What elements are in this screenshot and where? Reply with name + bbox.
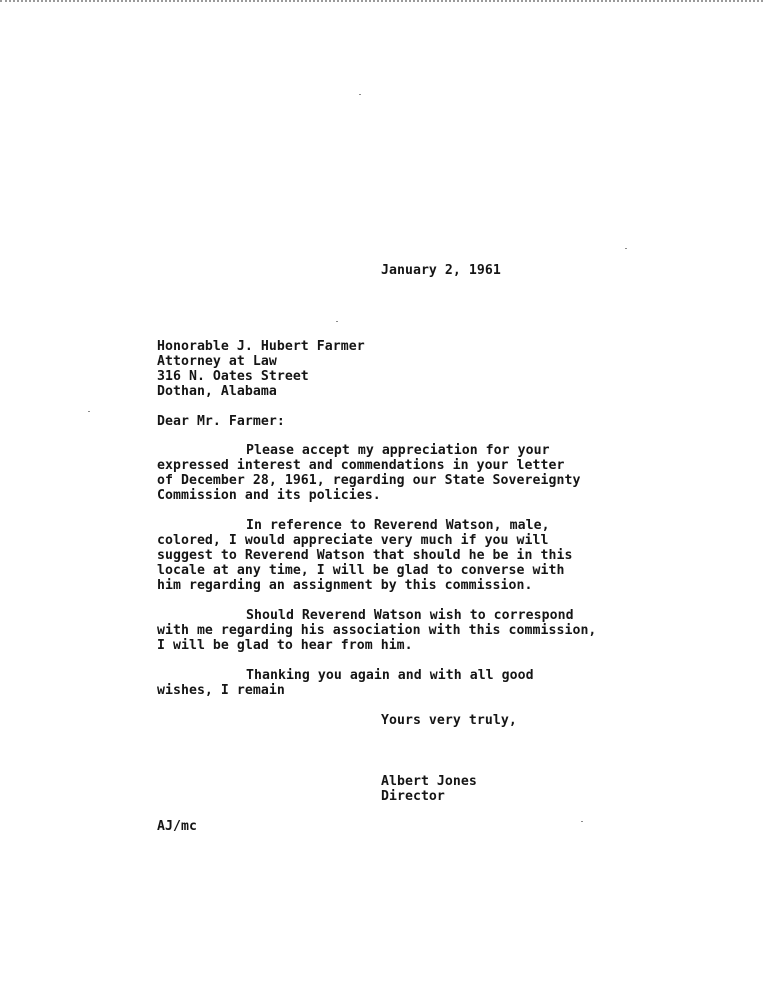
paragraph-line: locale at any time, I will be glad to converse with	[157, 563, 565, 578]
paragraph-line: In reference to Reverend Watson, male,	[246, 518, 550, 533]
scan-speck	[88, 411, 90, 412]
paragraph-line: Thanking you again and with all good	[246, 668, 534, 683]
recipient-street: 316 N. Oates Street	[157, 369, 309, 384]
paragraph-line: expressed interest and commendations in your letter	[157, 458, 565, 473]
signer-name: Albert Jones	[381, 774, 477, 789]
paragraph-line: suggest to Reverend Watson that should he be in this	[157, 548, 573, 563]
scan-speck	[625, 248, 627, 249]
scan-speck	[581, 821, 583, 822]
scan-speck	[336, 321, 338, 322]
paragraph-line: him regarding an assignment by this commission.	[157, 578, 533, 593]
recipient-name: Honorable J. Hubert Farmer	[157, 339, 365, 354]
paragraph-line: I will be glad to hear from him.	[157, 638, 413, 653]
paragraph-line: of December 28, 1961, regarding our State Sovereignty	[157, 473, 581, 488]
paragraph-line: with me regarding his association with this commission,	[157, 623, 597, 638]
paragraph-line: Please accept my appreciation for your	[246, 443, 550, 458]
recipient-title: Attorney at Law	[157, 354, 277, 369]
closing: Yours very truly,	[381, 713, 517, 728]
paragraph-line: Should Reverend Watson wish to correspond	[246, 608, 574, 623]
paragraph-line: colored, I would appreciate very much if you will	[157, 533, 549, 548]
paragraph-line: Commission and its policies.	[157, 488, 381, 503]
letter-date: January 2, 1961	[381, 263, 501, 278]
signer-title: Director	[381, 789, 445, 804]
recipient-city: Dothan, Alabama	[157, 384, 277, 399]
paragraph-line: wishes, I remain	[157, 683, 285, 698]
salutation: Dear Mr. Farmer:	[157, 414, 285, 429]
typist-initials: AJ/mc	[157, 819, 197, 834]
scan-speck	[359, 94, 361, 95]
